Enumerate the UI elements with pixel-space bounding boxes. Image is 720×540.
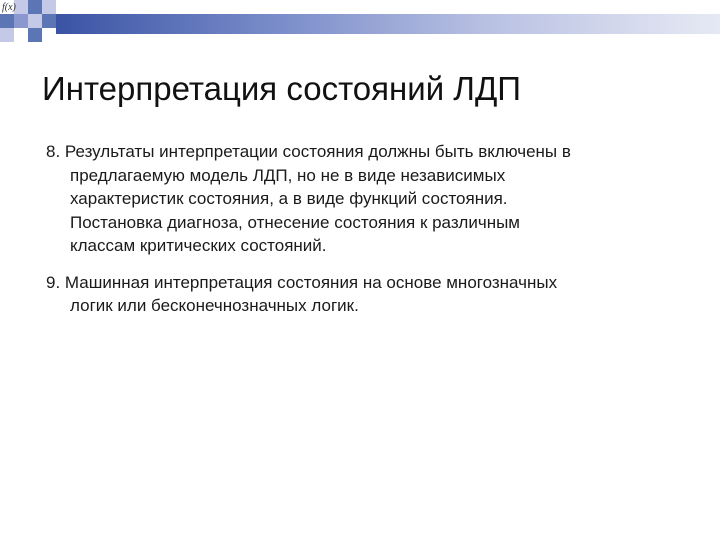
item-text-line: классам критических состояний. xyxy=(70,236,327,255)
slide-title: Интерпретация состояний ЛДП xyxy=(42,70,522,107)
slide-content xyxy=(46,140,686,331)
decor-square xyxy=(14,14,28,28)
item-text-line: 8. Результаты интерпретации состояния должны быть включены в xyxy=(46,142,571,161)
header-gradient-bar xyxy=(56,14,720,34)
decor-square xyxy=(28,28,42,42)
item-text-line: Постановка диагноза, отнесение состояния к различным xyxy=(70,212,520,232)
decor-square xyxy=(42,0,56,14)
item-text-line: 9. Машинная интерпретация состояния на основе многозначных xyxy=(46,272,558,292)
list-item xyxy=(46,140,686,258)
decor-square xyxy=(14,0,28,14)
decor-square xyxy=(28,0,42,14)
item-text-line: характеристик состояния, а в виде функций состояния. xyxy=(70,189,508,208)
decor-square xyxy=(0,14,14,28)
function-logo: f(x) xyxy=(2,2,16,13)
decor-square xyxy=(28,14,42,28)
decor-square xyxy=(42,14,56,28)
decor-square xyxy=(0,28,14,42)
item-text-line: логик или бесконечнозначных логик. xyxy=(70,296,359,315)
list-item xyxy=(46,271,686,318)
item-text-line: предлагаемую модель ЛДП, но не в виде независимых xyxy=(70,165,506,185)
